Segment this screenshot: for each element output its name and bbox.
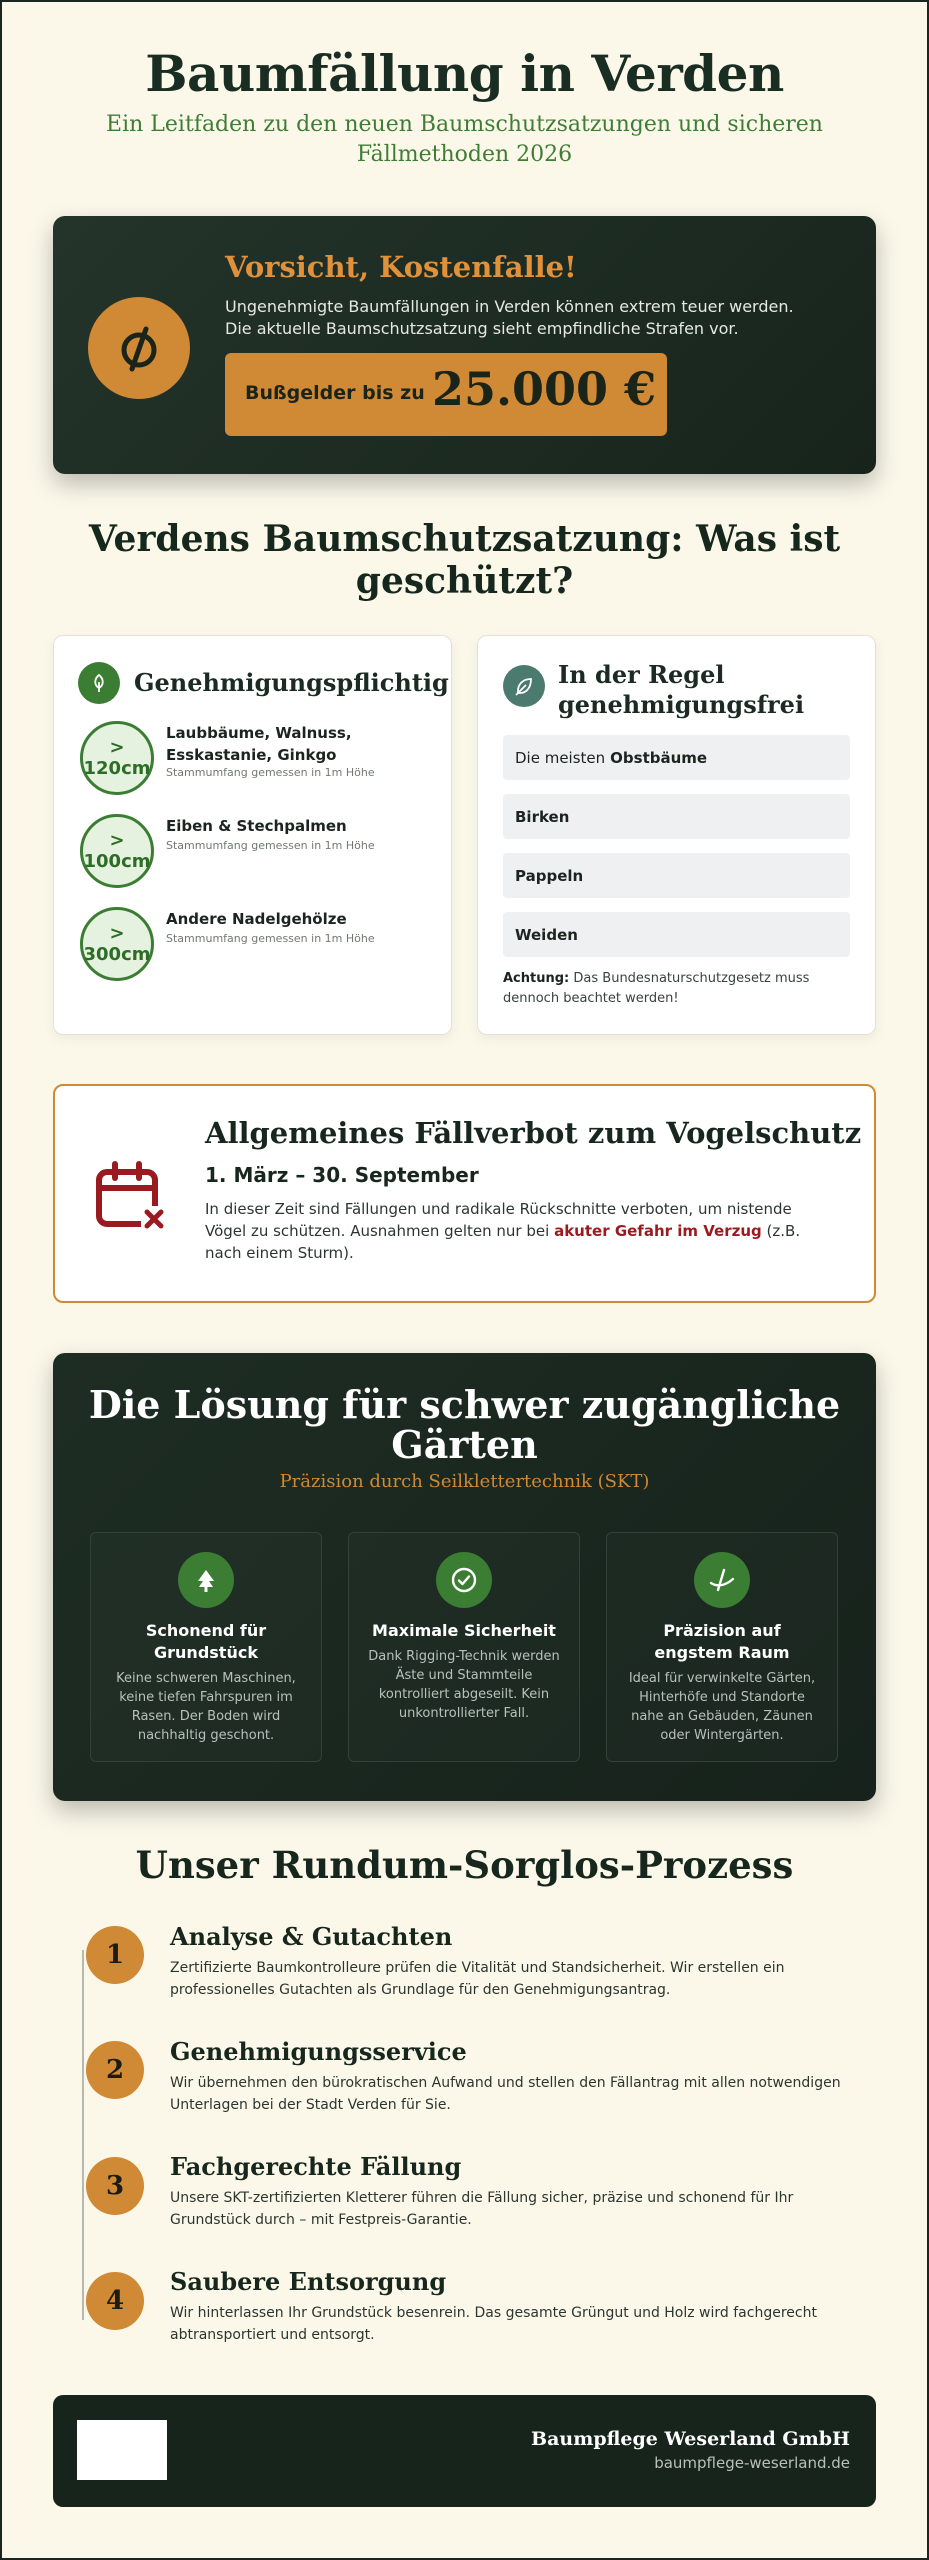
- permit-required-title: Genehmigungspflichtig: [134, 668, 449, 697]
- warning-title: Vorsicht, Kostenfalle!: [225, 250, 577, 284]
- process-timeline: [82, 1950, 84, 2320]
- process-title: Unser Rundum-Sorglos-Prozess: [135, 1843, 794, 1887]
- circumference-badge: > 300cm: [80, 907, 154, 981]
- tree-group-note: Stammumfang gemessen in 1m Höhe: [166, 839, 375, 852]
- feature-title: Präzision auf engstem Raum: [654, 1621, 790, 1662]
- tree-icon: [178, 1552, 234, 1608]
- bird-protection-dates: 1. März – 30. September: [205, 1163, 479, 1187]
- step-title: Fachgerechte Fällung: [170, 2152, 462, 2181]
- calendar-x-icon: [95, 1160, 167, 1232]
- saw-icon: [694, 1552, 750, 1608]
- feature-title: Schonend für Grundstück: [145, 1621, 267, 1662]
- step-title: Genehmigungsservice: [170, 2037, 467, 2066]
- feature-title: Maximale Sicherheit: [372, 1621, 556, 1640]
- fine-label: Bußgelder bis zu: [245, 382, 425, 404]
- prohibited-icon: [88, 297, 190, 399]
- permit-free-title: In der Regel genehmigungsfrei: [558, 660, 805, 719]
- company-logo: [77, 2420, 167, 2480]
- step-text: Unsere SKT-zertifizierten Kletterer führen die Fällung sicher, präzise und schonend für Ihr Grundstück durch – mit Festpreis-Garantie.: [170, 2190, 794, 2228]
- solution-subtitle: Präzision durch Seilklettertechnik (SKT): [279, 1471, 650, 1492]
- exempt-tree-item: Pappeln: [503, 853, 850, 898]
- step-number: 1: [86, 1926, 144, 1984]
- circumference-badge: > 120cm: [80, 721, 154, 795]
- tree-group-note: Stammumfang gemessen in 1m Höhe: [166, 932, 375, 945]
- exempt-tree-item: Die meisten Obstbäume: [503, 735, 850, 780]
- step-number: 2: [86, 2041, 144, 2099]
- tree-group-note: Stammumfang gemessen in 1m Höhe: [166, 766, 375, 779]
- check-circle-icon: [436, 1552, 492, 1608]
- footer: [53, 2395, 876, 2507]
- exempt-note: Achtung: Das Bundesnaturschutzgesetz muss dennoch beachtet werden!: [503, 971, 810, 1006]
- step-title: Analyse & Gutachten: [170, 1922, 453, 1951]
- step-title: Saubere Entsorgung: [170, 2267, 447, 2296]
- fine-amount: 25.000 €: [432, 362, 657, 416]
- step-number: 3: [86, 2157, 144, 2215]
- tree-group-title: Eiben & Stechpalmen: [166, 817, 347, 835]
- warning-text: Ungenehmigte Baumfällungen in Verden können extrem teuer werden. Die aktuelle Baumschutzsatzung sieht empfindliche Strafen vor.: [225, 297, 794, 338]
- tree-group-title: Laubbäume, Walnuss, Esskastanie, Ginkgo: [166, 724, 352, 764]
- exempt-tree-item: Weiden: [503, 912, 850, 957]
- step-number: 4: [86, 2272, 144, 2330]
- step-text: Zertifizierte Baumkontrolleure prüfen die Vitalität und Standsicherheit. Wir erstellen ein professionelles Gutachten als Grundlage für den Genehmigungsantrag.: [170, 1960, 785, 1998]
- bird-protection-text: In dieser Zeit sind Fällungen und radikale Rückschnitte verboten, um nistende Vögel zu schützen. Ausnahmen gelten nur bei akuter Gefahr im Verzug (z.B. nach einem Sturm).: [205, 1200, 801, 1262]
- bird-protection-title: Allgemeines Fällverbot zum Vogelschutz: [205, 1116, 862, 1150]
- feature-text: Ideal für verwinkelte Gärten, Hinterhöfe und Standorte nahe an Gebäuden, Zäunen oder Wintergärten.: [628, 1671, 816, 1743]
- footer-url[interactable]: baumpflege-weserland.de: [654, 2454, 850, 2472]
- step-text: Wir hinterlassen Ihr Grundstück besenrein. Das gesamte Grüngut und Holz wird fachgerecht abtransportiert und entsorgt.: [170, 2305, 817, 2343]
- page-subtitle: Ein Leitfaden zu den neuen Baumschutzsatzungen und sicheren Fällmethoden 2026: [106, 112, 823, 167]
- exempt-tree-item: Birken: [503, 794, 850, 839]
- footer-company: Baumpflege Weserland GmbH: [531, 2428, 850, 2450]
- page-title: Baumfällung in Verden: [145, 44, 784, 103]
- protection-title: Verdens Baumschutzsatzung: Was ist geschützt?: [88, 518, 841, 602]
- circumference-badge: > 100cm: [80, 814, 154, 888]
- feather-icon: [503, 665, 545, 707]
- feature-text: Dank Rigging-Technik werden Äste und Stammteile kontrolliert abgeseilt. Kein unkontrollierter Fall.: [368, 1649, 560, 1721]
- tree-group-title: Andere Nadelgehölze: [166, 910, 347, 928]
- leaf-icon: [78, 662, 120, 704]
- feature-text: Keine schweren Maschinen, keine tiefen Fahrspuren im Rasen. Der Boden wird nachhaltig geschont.: [116, 1671, 296, 1743]
- step-text: Wir übernehmen den bürokratischen Aufwand und stellen den Fällantrag mit allen notwendigen Unterlagen bei der Stadt Verden für Sie.: [170, 2075, 841, 2113]
- solution-title: Die Lösung für schwer zugängliche Gärten: [88, 1382, 841, 1467]
